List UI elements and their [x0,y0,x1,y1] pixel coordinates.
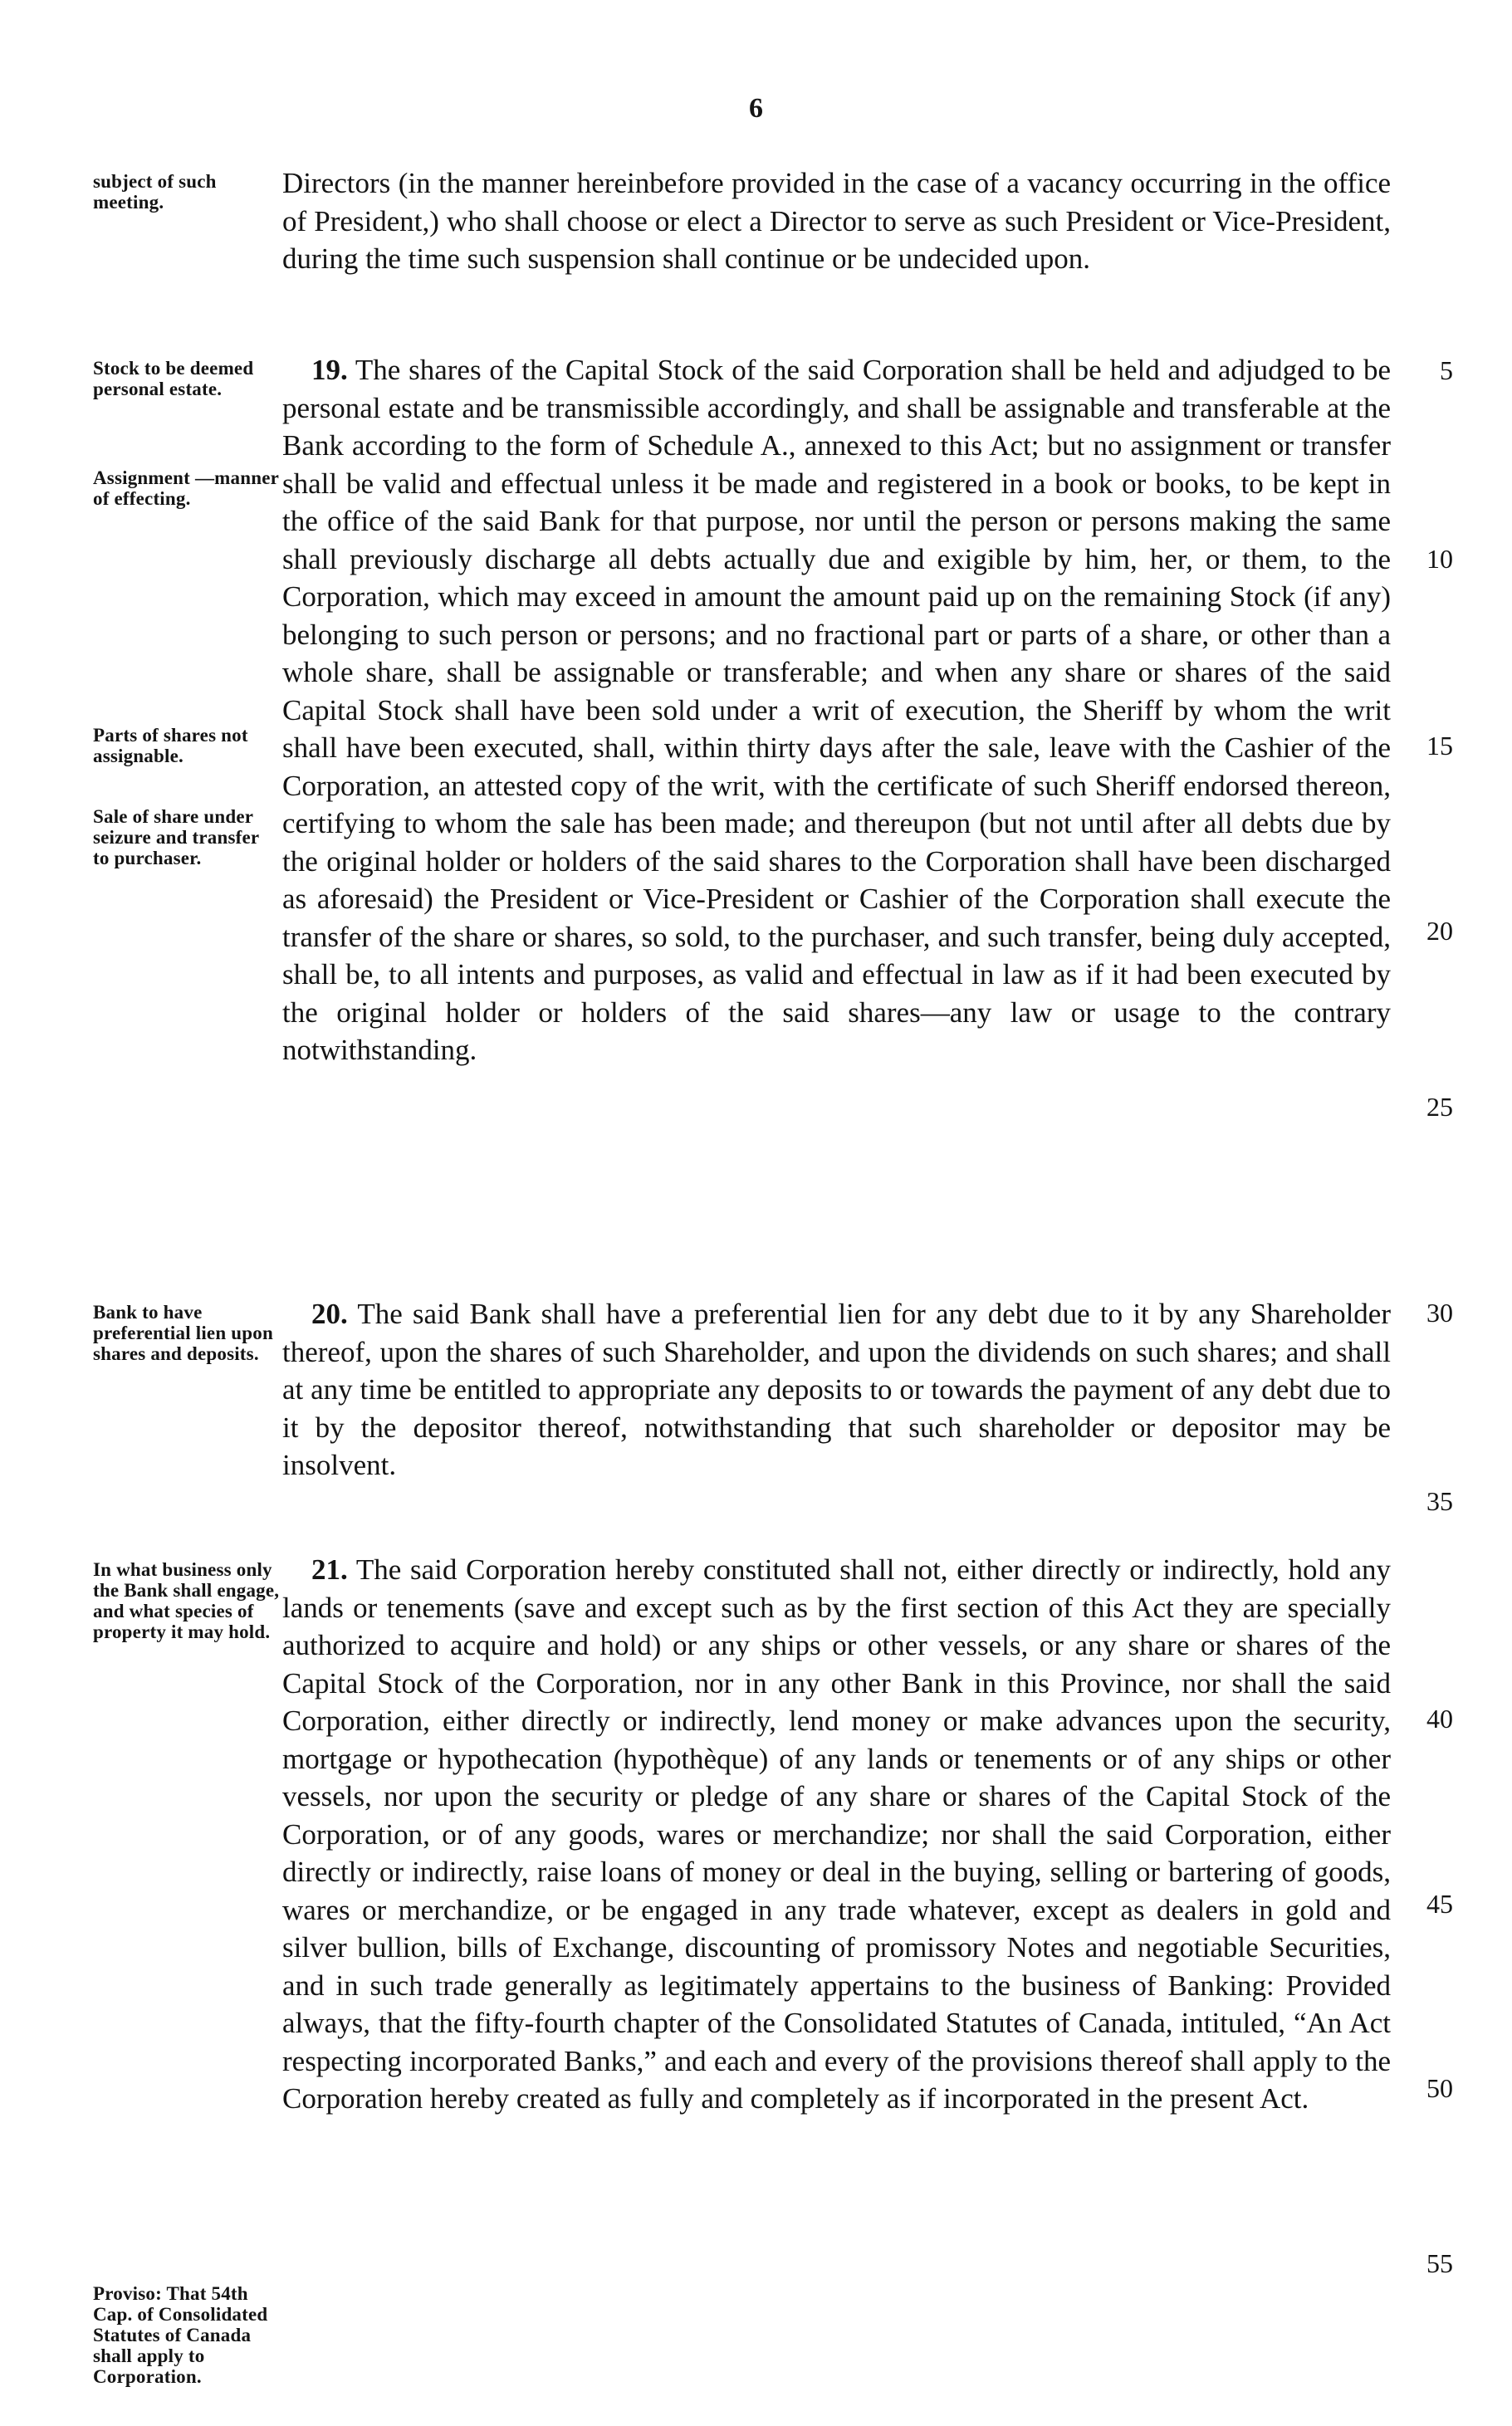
line-number: 40 [1426,1704,1453,1734]
paragraph-text: Directors (in the manner hereinbefore provided in the case of a vacancy occurring in the office of President,) who shall choose or elect a Director to serve as such President or Vice-President, during the time such suspension shall continue or be undecided upon. [282,167,1391,275]
section-number: 19. [311,354,348,386]
margin-note: Bank to have preferential lien upon shares and deposits. [93,1302,273,1364]
paragraph-text: The said Corporation hereby constituted shall not, either directly or indirectly, hold any lands or tenements (save and except such as by the first section of this Act they are specially authorized to acquire and hold) or any ships or other vessels, or any share or shares of the Capital Stock of the Corporation, nor in any other Bank in this Province, nor shall the said Corporation, either directly or indirectly, lend money or make advances upon the security, mortgage or hypothecation (hypothèque) of any lands or tenements or of any ships or other vessels, nor upon the security or pledge of any share or shares of the Capital Stock of the Corporation, or of any goods, wares or merchandize; nor shall the said Corporation, either directly or indirectly, raise loans of money or deal in the buying, selling or bartering of goods, wares or merchandize, or be engaged in any trade whatever, except as dealers in gold and silver bullion, bills of Exchange, discounting of promissory Notes and negotiable Securities, and in such trade generally as legitimately appertains to the business of Banking: Provided always, that the fifty-fourth chapter of the Consolidated Statutes of Canada, intituled, “An Act respecting incorporated Banks,” and each and every of the provisions thereof shall apply to the Corporation hereby created as fully and completely as if incorporated in the present Act. [282,1553,1392,2115]
margin-note: Parts of shares not assignable. [93,725,248,766]
paragraph [282,351,1391,1069]
line-number: 5 [1440,355,1453,385]
line-number: 10 [1426,544,1453,574]
line-number: 20 [1426,916,1453,946]
margin-note: subject of such meeting. [93,171,217,213]
line-number: 15 [1426,731,1453,761]
margin-note: Assignment —manner of effecting. [93,467,279,509]
section-number: 21. [311,1553,348,1586]
section-number: 20. [311,1298,348,1330]
margin-note: In what business only the Bank shall engage, and what species of property it may hold. [93,1559,280,1642]
paragraph-text: The shares of the Capital Stock of the said Corporation shall be held and adjudged to be personal estate and be transmissible accordingly, and shall be assignable and transferable at the Bank according to the form of Schedule A., annexed to this Act; but no assignment or transfer shall be valid and effectual unless it be made and registered in a book or books, to be kept in the office of the said Bank for that purpose, nor until the person or persons making the same shall previously discharge all debts actually due and exigible by him, her, or them, to the Corporation, which may exceed in amount the amount paid up on the remaining Stock (if any) belonging to such person or persons; and no fractional part or parts of a share, or other than a whole share, shall be assignable or transferable; and when any share or shares of the said Capital Stock shall have been sold under a writ of execution, the Sheriff by whom the writ shall have been executed, shall, within thirty days after the sale, leave with the Cashier of the Corporation, an attested copy of the writ, with the certificate of such Sheriff endorsed thereon, certifying to whom the sale has been made; and thereupon (but not until after all debts due by the original holder or holders of the said shares to the Corporation shall have been discharged as aforesaid) the President or Vice-President or Cashier of the Corporation shall execute the transfer of the share or shares, so sold, to the purchaser, and such transfer, being duly accepted, shall be, to all intents and purposes, as valid and effectual in law as if it had been executed by the original holder or holders of the said shares—any law or usage to the contrary notwithstanding. [282,354,1391,1066]
paragraph [282,1551,1391,2118]
paragraph [282,1295,1391,1484]
margin-note: Proviso: That 54th Cap. of Consolidated Statutes of Canada shall apply to Corporation. [93,2283,268,2387]
line-number: 25 [1426,1092,1453,1122]
line-number: 35 [1426,1486,1453,1516]
line-number: 45 [1426,1889,1453,1919]
paragraph [282,164,1391,278]
page-number: 6 [749,93,763,124]
line-number: 30 [1426,1298,1453,1328]
margin-note: Sale of share under seizure and transfer to purchaser. [93,806,259,868]
margin-note: Stock to be deemed personal estate. [93,358,254,399]
paragraph-text: The said Bank shall have a preferential lien for any debt due to it by any Shareholder thereof, upon the shares of such Shareholder, and upon the dividends on such shares; and shall at any time be entitled to appropriate any deposits to or towards the payment of any debt due to it by the depositor thereof, notwithstanding that such shareholder or depositor may be insolvent. [282,1298,1391,1481]
line-number: 50 [1426,2073,1453,2103]
line-number: 55 [1426,2248,1453,2278]
